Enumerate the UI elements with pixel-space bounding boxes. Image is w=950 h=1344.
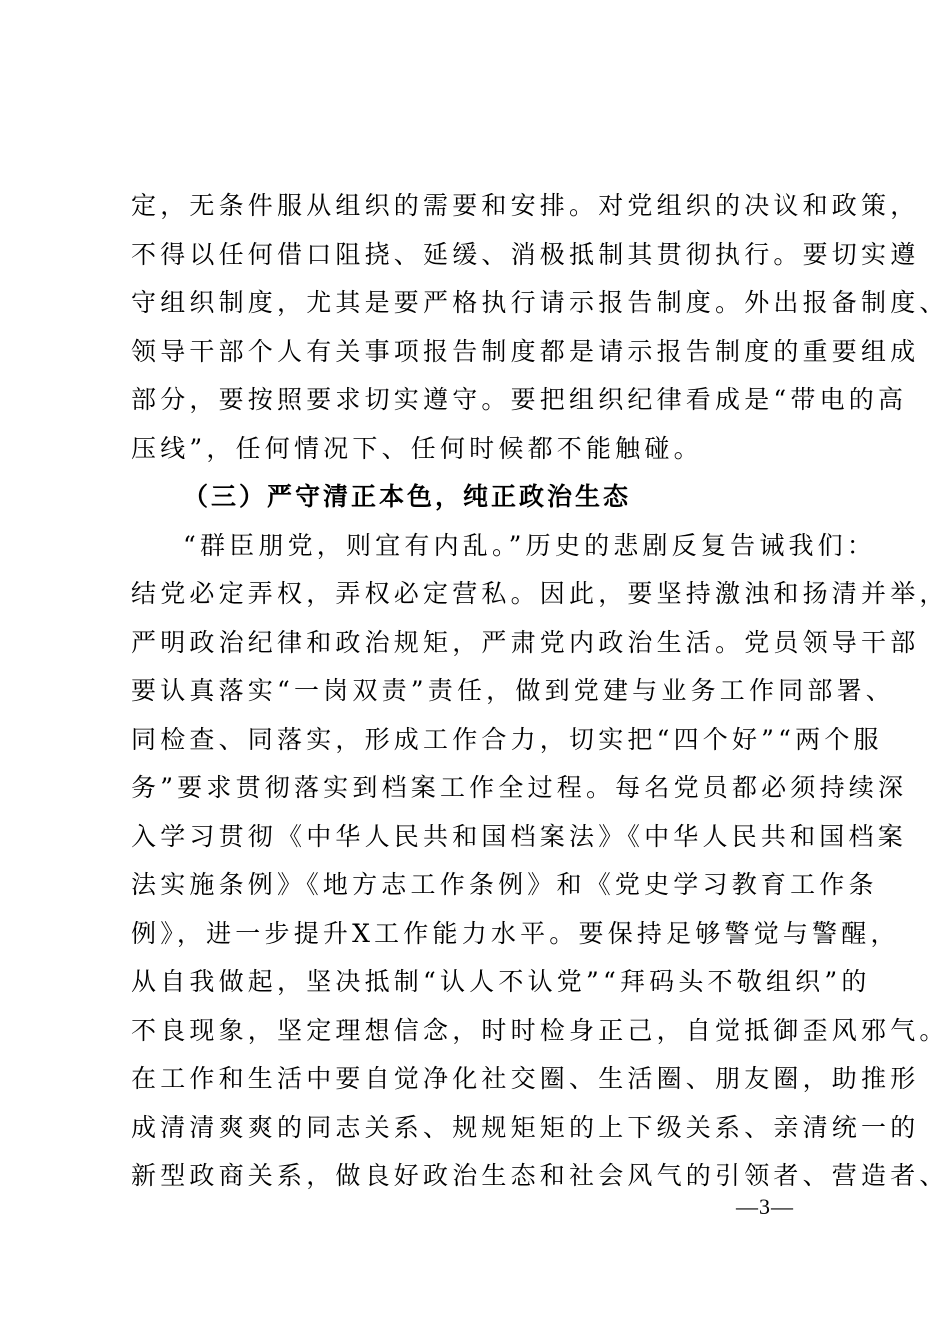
- body-line: 从自我做起，坚决抵制“认人不认党”“拜码头不敬组织”的: [131, 967, 871, 996]
- body-line: 例》，进一步提升X工作能力水平。要保持足够警觉与警醒，: [131, 919, 900, 948]
- body-line: 新型政商关系，做良好政治生态和社会风气的引领者、营造者、: [131, 1161, 949, 1190]
- body-line: 定，无条件服从组织的需要和安排。对党组织的决议和政策，: [131, 191, 920, 220]
- body-line: 不良现象，坚定理想信念，时时检身正己，自觉抵御歪风邪气。: [131, 1016, 949, 1045]
- body-line: 结党必定弄权，弄权必定营私。因此，要坚持激浊和扬清并举，: [131, 579, 949, 608]
- body-line: 严明政治纪律和政治规矩，严肃党内政治生活。党员领导干部: [131, 628, 920, 657]
- body-line: 同检查、同落实，形成工作合力，切实把“四个好”“两个服: [131, 725, 883, 754]
- body-line: 成清清爽爽的同志关系、规规矩矩的上下级关系、亲清统一的: [131, 1113, 920, 1142]
- body-line: 压线”，任何情况下、任何时候都不能触碰。: [131, 434, 703, 463]
- body-line: 不得以任何借口阻挠、延缓、消极抵制其贯彻执行。要切实遵: [131, 240, 920, 269]
- body-line: 务”要求贯彻落实到档案工作全过程。每名党员都必须持续深: [131, 773, 908, 802]
- body-line: 领导干部个人有关事项报告制度都是请示报告制度的重要组成: [131, 337, 920, 366]
- page-number: —3—: [736, 1194, 794, 1219]
- body-line: 法实施条例》《地方志工作条例》和《党史学习教育工作条: [131, 870, 878, 899]
- section-heading: （三）严守清正本色，纯正政治生态: [183, 482, 632, 511]
- body-line: “群臣朋党，则宜有内乱。”历史的悲剧反复告诫我们：: [183, 531, 877, 560]
- body-line: 要认真落实“一岗双责”责任，做到党建与业务工作同部署、: [131, 676, 895, 705]
- body-line: 部分，要按照要求切实遵守。要把组织纪律看成是“带电的高: [131, 385, 908, 414]
- body-line: 入学习贯彻《中华人民共和国档案法》《中华人民共和国档案: [131, 822, 907, 851]
- body-line: 守组织制度，尤其是要严格执行请示报告制度。外出报备制度、: [131, 288, 949, 317]
- body-line: 在工作和生活中要自觉净化社交圈、生活圈、朋友圈，助推形: [131, 1064, 920, 1093]
